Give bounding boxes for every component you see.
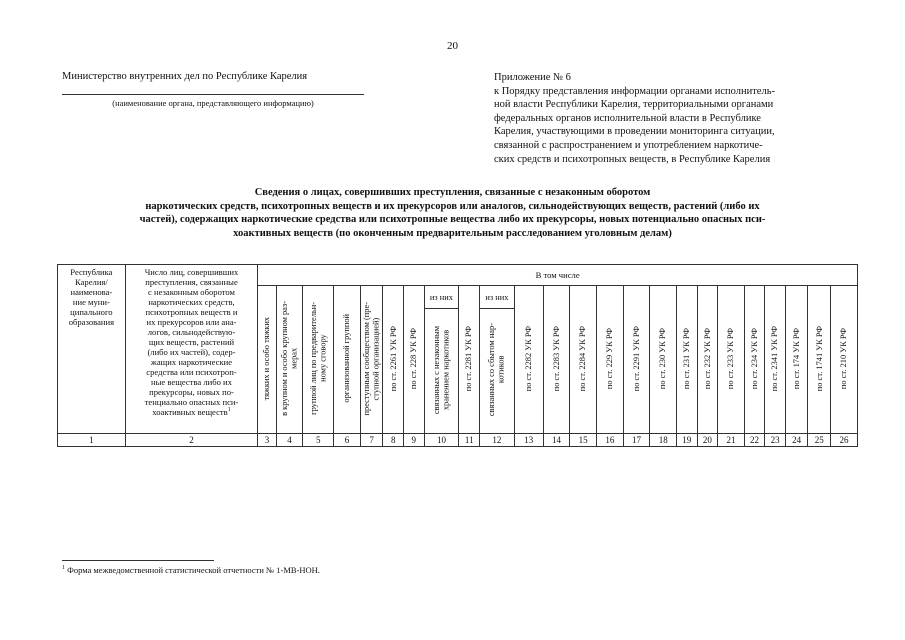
vertical-header-line: по ст. 229 УК РФ — [605, 327, 615, 390]
column-number: 3 — [258, 434, 276, 447]
header-col-16 — [596, 286, 623, 434]
header-persons-line: щих веществ, растений — [148, 337, 235, 347]
column-number: 12 — [479, 434, 514, 447]
vertical-header-text — [262, 317, 271, 400]
column-number: 7 — [360, 434, 383, 447]
header-persons-line: наркотических средств, — [148, 297, 235, 307]
header-col-26 — [831, 286, 858, 434]
header-persons-line: психотропных веществ и — [145, 307, 238, 317]
column-number: 19 — [677, 434, 698, 447]
column-number: 2 — [125, 434, 257, 447]
vertical-header-text — [632, 326, 641, 391]
appendix-line: федеральных органов исполнительной власти в Республике — [494, 112, 761, 124]
column-number: 13 — [514, 434, 543, 447]
vertical-header-line: по ст. 174 УК РФ — [791, 327, 801, 390]
vertical-header-line: по ст. 2283 УК РФ — [551, 325, 561, 392]
header-col-20 — [697, 286, 718, 434]
header-persons-line: (либо их частей), содер- — [147, 347, 236, 357]
column-number: 14 — [543, 434, 570, 447]
header-col-8 — [383, 286, 404, 434]
header-col-24 — [785, 286, 808, 434]
vertical-header-line: преступным сообществом (пре- — [362, 301, 372, 416]
column-number: 22 — [744, 434, 765, 447]
header-persons-line: с незаконным оборотом — [148, 287, 235, 297]
vertical-header-line: по ст. 231 УК РФ — [682, 327, 692, 390]
vertical-header-line: по ст. 2261 УК РФ — [388, 325, 398, 392]
column-number: 16 — [596, 434, 623, 447]
vertical-header-text — [682, 328, 691, 389]
header-col-14 — [543, 286, 570, 434]
org-underline — [62, 94, 364, 95]
vertical-header-line: по ст. 234 УК РФ — [749, 327, 759, 390]
header-col-18 — [650, 286, 677, 434]
vertical-header-line: организованной группой — [342, 314, 352, 403]
vertical-header-line: по ст. 2281 УК РФ — [464, 325, 474, 392]
org-name: Министерство внутренних дел по Республике Карелия — [62, 71, 308, 82]
vertical-header-line: по ст. 2284 УК РФ — [578, 325, 588, 392]
column-numbers-row — [58, 434, 858, 447]
footnote-text: Форма межведомственной статистической отчетности № 1-МВ-НОН. — [67, 565, 320, 575]
header-col-21 — [718, 286, 745, 434]
header-col-9 — [403, 286, 424, 434]
vertical-header-text — [524, 326, 533, 391]
of-them-label: из них — [485, 292, 509, 302]
in-total-label: В том числе — [535, 270, 580, 280]
vertical-header-line: ному сговору — [318, 334, 328, 383]
header-region-line: образования — [68, 317, 115, 327]
vertical-header-text — [703, 328, 712, 389]
title-line: Сведения о лицах, совершивших преступления, связанные с незаконным оборотом — [254, 187, 651, 198]
vertical-header-text — [726, 328, 735, 389]
vertical-header-line: тяжких и особо тяжких — [262, 316, 272, 401]
header-region-line: Карелия/ — [74, 277, 108, 287]
vertical-header-text — [389, 326, 398, 391]
vertical-header-text — [750, 328, 759, 389]
column-number: 8 — [383, 434, 404, 447]
header-region-line: Республика — [70, 267, 113, 277]
vertical-header-line: ступной организацией) — [371, 317, 381, 400]
header-persons-count — [125, 265, 257, 434]
column-number: 10 — [424, 434, 459, 447]
vertical-header-text — [815, 326, 824, 391]
header-persons-line: жащих наркотические — [150, 357, 233, 367]
header-region-line: ние муни- — [72, 297, 110, 307]
appendix-line: ной власти Республики Карелия, территориальными органами — [494, 99, 774, 111]
vertical-header-text — [464, 326, 473, 391]
header-col-11 — [459, 286, 480, 434]
vertical-header-text — [280, 301, 299, 416]
vertical-header-text — [578, 326, 587, 391]
header-col-6 — [334, 286, 361, 434]
appendix-line: ских средств и психотропных веществ, в Республике Карелия — [494, 153, 771, 165]
header-col-25 — [808, 286, 831, 434]
vertical-header-line: по ст. 228 УК РФ — [409, 327, 419, 390]
header-col-7 — [360, 286, 383, 434]
column-number: 24 — [785, 434, 808, 447]
header-col-13 — [514, 286, 543, 434]
vertical-header-line: по ст. 230 УК РФ — [658, 327, 668, 390]
statistics-table — [57, 264, 858, 447]
appendix-line: Карелия, участвующими в проведении мониторинга ситуации, — [494, 126, 775, 138]
footnote-separator — [62, 560, 214, 561]
header-in-total — [258, 265, 858, 286]
column-number: 15 — [570, 434, 597, 447]
header-region-line: ципального — [70, 307, 113, 317]
header-col-23 — [765, 286, 786, 434]
vertical-header-text — [432, 326, 451, 414]
header-persons-line: средства или психотроп- — [146, 367, 237, 377]
title-line: наркотических средств, психотропных веществ и их прекурсоров или аналогов, сильнодействующих веществ, растений (либо их — [145, 200, 760, 212]
vertical-header-line: хранением наркотиков — [441, 329, 451, 411]
vertical-header-text — [770, 326, 779, 391]
vertical-header-text — [552, 326, 561, 391]
header-col-4 — [276, 286, 303, 434]
footnote — [62, 565, 320, 575]
footnote-mark: 1 — [62, 565, 65, 572]
header-col-19 — [677, 286, 698, 434]
header-of-them — [479, 286, 514, 309]
vertical-header-text — [658, 328, 667, 389]
vertical-header-line: по ст. 232 УК РФ — [702, 327, 712, 390]
vertical-header-text — [605, 328, 614, 389]
column-number: 25 — [808, 434, 831, 447]
vertical-header-text — [342, 314, 351, 403]
header-col-17 — [623, 286, 650, 434]
column-number: 18 — [650, 434, 677, 447]
header-persons-line: прекурсоры, новых по- — [149, 387, 234, 397]
column-number: 5 — [303, 434, 334, 447]
vertical-header-line: по ст. 2282 УК РФ — [524, 325, 534, 392]
header-persons-line: хоактивных веществ — [152, 407, 228, 417]
header-col-3 — [258, 286, 276, 434]
vertical-header-line: по ст. 2291 УК РФ — [631, 325, 641, 392]
page-number: 20 — [447, 40, 458, 52]
header-col-12 — [479, 309, 514, 434]
vertical-header-text — [362, 302, 381, 415]
column-number: 23 — [765, 434, 786, 447]
vertical-header-text — [792, 328, 801, 389]
vertical-header-line: группой лиц по предварительн- — [308, 302, 318, 415]
header-persons-line: преступления, связанные — [145, 277, 238, 287]
org-caption: (наименование органа, представляющего информацию) — [112, 98, 314, 108]
header-col-10 — [424, 309, 459, 434]
of-them-label: из них — [429, 292, 453, 302]
vertical-header-line: связанных с незаконным — [432, 325, 442, 415]
header-persons-line: ные вещества либо их — [151, 377, 232, 387]
column-number: 9 — [403, 434, 424, 447]
header-region — [58, 265, 126, 434]
header-persons-line: их прекурсоров или ана- — [146, 317, 237, 327]
vertical-header-line: по ст. 2341 УК РФ — [770, 325, 780, 392]
header-persons-line: тенциально опасных пси- — [144, 397, 239, 407]
column-number: 6 — [334, 434, 361, 447]
vertical-header-line: по ст. 1741 УК РФ — [814, 325, 824, 392]
appendix-title: Приложение № 6 — [494, 72, 571, 83]
header-persons-line: Число лиц, совершивших — [144, 267, 239, 277]
column-number: 26 — [831, 434, 858, 447]
header-col-15 — [570, 286, 597, 434]
column-number: 20 — [697, 434, 718, 447]
footnote-mark: 1 — [227, 407, 231, 414]
column-number: 4 — [276, 434, 303, 447]
appendix-line: к Порядку представления информации органами исполнитель- — [494, 85, 775, 97]
vertical-header-line: мерах — [289, 347, 299, 370]
header-col-22 — [744, 286, 765, 434]
column-number: 17 — [623, 434, 650, 447]
vertical-header-line: в крупном и особо крупном раз- — [280, 301, 290, 416]
vertical-header-text — [409, 328, 418, 389]
column-number: 21 — [718, 434, 745, 447]
document-title — [55, 186, 850, 240]
vertical-header-line: по ст. 210 УК РФ — [839, 327, 849, 390]
title-line: хоактивных веществ (по оконченным предварительным расследованием уголовным делам) — [233, 227, 672, 239]
appendix-line: связанной с распространением и употреблением наркотиче- — [494, 139, 763, 151]
header-region-line: наименова- — [70, 287, 113, 297]
column-number: 1 — [58, 434, 126, 447]
vertical-header-line: по ст. 233 УК РФ — [726, 327, 736, 390]
header-col-5 — [303, 286, 334, 434]
vertical-header-text — [487, 323, 506, 416]
vertical-header-text — [839, 328, 848, 389]
vertical-header-text — [309, 302, 328, 415]
vertical-header-line: связанных со сбытом нар- — [487, 323, 497, 417]
title-line: частей), содержащих наркотические средства или психотропные вещества либо их прекурсоры, новых потенциально опасных пси- — [139, 214, 766, 225]
header-of-them — [424, 286, 459, 309]
vertical-header-line: котиков — [496, 356, 506, 384]
header-persons-line: логов, сильнодействую- — [147, 327, 236, 337]
column-number: 11 — [459, 434, 480, 447]
appendix-block — [494, 71, 854, 166]
